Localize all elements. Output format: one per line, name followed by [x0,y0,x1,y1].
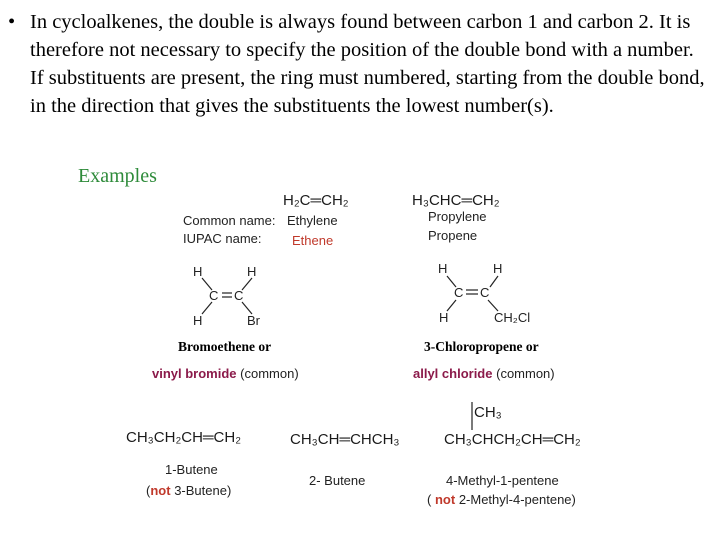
methylpentene-name: 4-Methyl-1-pentene [446,473,559,488]
ethylene-common-value: Ethylene [287,213,338,228]
bromo-atom-h2: H [247,264,257,279]
methylpentene-branch: CH₃ [474,404,502,421]
butene1-note-open: ( [146,483,151,498]
bromoethene-common-suffix: (common) [240,366,299,381]
propylene-common-value: Propylene [428,209,487,224]
chloro-atom-c2: C [480,285,490,300]
chloro-atom-h2: H [493,261,503,276]
allyl-chloride-highlight: allyl chloride [413,366,493,381]
bullet-text: In cycloalkenes, the double is always found between carbon 1 and carbon 2. It is therefore not necessary to specify the position of the double bond with a number. If substituents are present, the ring must numbered, starting from the double bond, in the direction that gives the substituents the lowest number(s). [30,11,705,117]
chloropropene-name: 3-Chloropropene or [424,339,539,354]
examples-label: Examples [78,165,157,187]
butene1-note [146,483,231,498]
ethylene-iupac-label: IUPAC name: [183,231,262,246]
bromo-atom-h3: H [193,313,203,328]
vinyl-bromide-highlight: vinyl bromide [152,366,237,381]
butene2-name: 2- Butene [309,473,366,488]
propylene-iupac-value: Propene [428,228,478,243]
butene2-formula: CH₃CH═CHCH₃ [290,431,400,448]
butene1-formula: CH₃CH₂CH═CH₂ [126,429,242,446]
bromo-atom-h1: H [193,264,203,279]
ethylene-iupac-value: Ethene [292,233,334,248]
bromoethene-common [152,366,299,381]
chloropropene-common [413,366,555,381]
bullet-dot: • [8,11,16,33]
ethylene-formula: H₂C═CH₂ [283,192,349,209]
bromo-atom-c2: C [234,288,244,303]
butene1-name: 1-Butene [165,462,218,477]
chloro-atom-h3: H [439,310,449,325]
ethylene-common-label: Common name: [183,213,276,228]
chloro-atom-c1: C [454,285,464,300]
butene1-note-not: not [150,483,171,498]
chloro-atom-ch2cl: CH₂Cl [494,310,531,325]
methylpentene-note [427,492,576,507]
bromoethene-name: Bromoethene or [178,339,272,354]
propylene-formula: H₃CHC═CH₂ [412,192,500,209]
methylpentene-note-open: ( [427,492,432,507]
bromo-atom-c1: C [209,288,219,303]
bromo-atom-br: Br [247,313,260,328]
methylpentene-note-rest: 2-Methyl-4-pentene) [458,492,576,507]
chloropropene-common-suffix: (common) [496,366,555,381]
methylpentene-note-not: not [434,492,456,507]
chloro-atom-h1: H [438,261,448,276]
methylpentene-formula: CH₃CHCH₂CH═CH₂ [444,431,581,448]
butene1-note-rest: 3-Butene) [174,483,232,498]
